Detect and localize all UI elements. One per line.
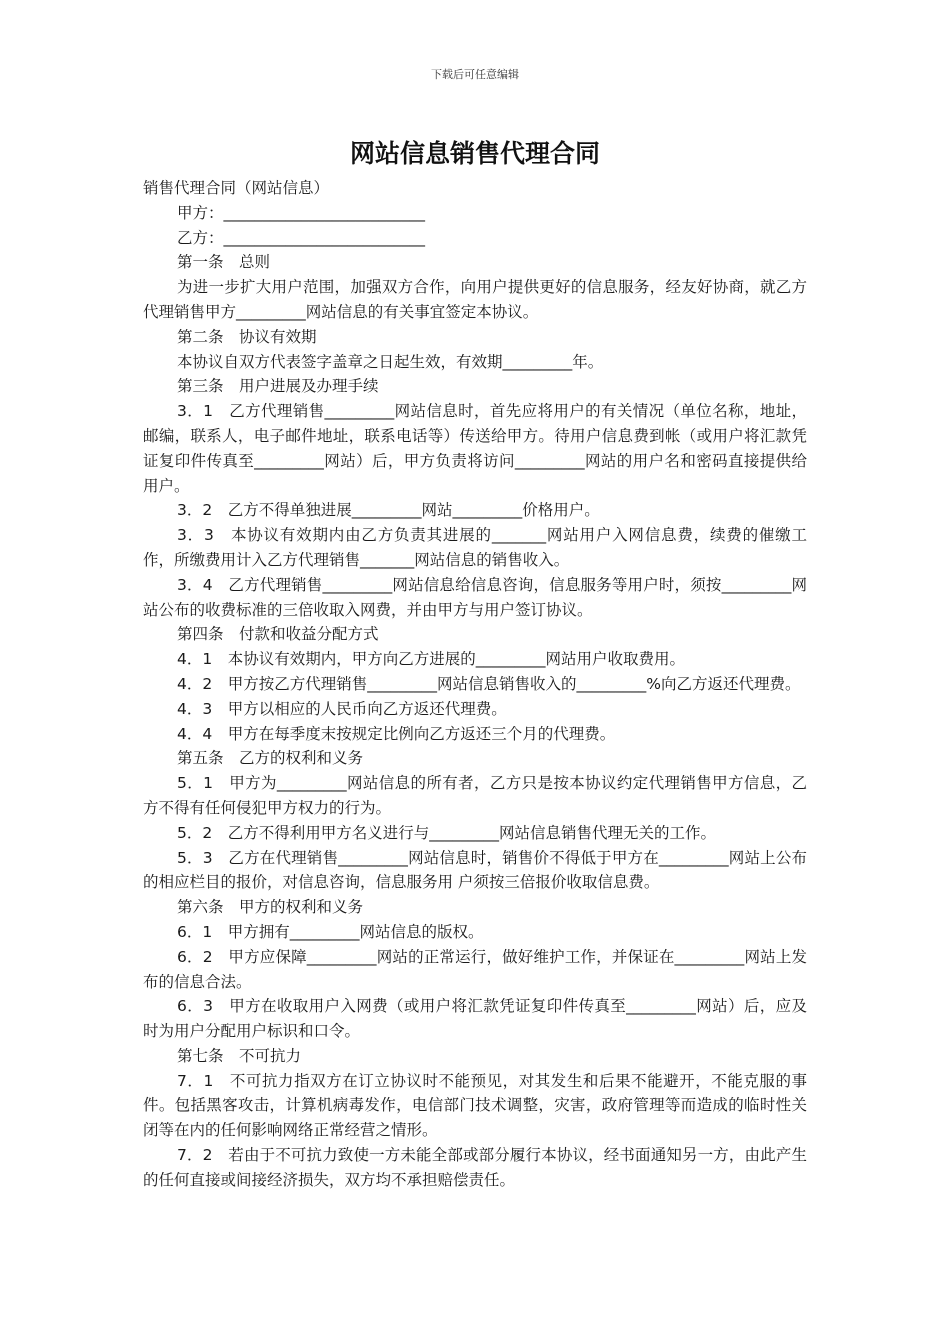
paragraph: 5．1 甲方为_________网站信息的所有者，乙方只是按本协议约定代理销售甲方信息，乙方不得有任何侵犯甲方权力的行为。	[143, 774, 807, 817]
paragraph: 4．2 甲方按乙方代理销售_________网站信息销售收入的_________%向乙方返还代理费。	[177, 674, 801, 693]
document-body	[143, 176, 807, 1193]
paragraph: 第四条 付款和收益分配方式	[177, 625, 379, 644]
paragraph: 7．1 不可抗力指双方在订立协议时不能预见，对其发生和后果不能避开，不能克服的事件。包括黑客攻击，计算机病毒发作，电信部门技术调整，灾害，政府管理等而造成的临时性关闭等在内的任何影响网络正常经营之情形。	[143, 1071, 807, 1140]
paragraph: 第七条 不可抗力	[177, 1046, 302, 1065]
paragraph: 3．4 乙方代理销售_________网站信息给信息咨询，信息服务等用户时，须按_________网站公布的收费标准的三倍收取入网费，并由甲方与用户签订协议。	[143, 575, 807, 619]
paragraph: 第五条 乙方的权利和义务	[177, 749, 364, 768]
paragraph: 3．3 本协议有效期内由乙方负责其进展的_______网站用户入网信息费，续费的催缴工作，所缴费用计入乙方代理销售_______网站信息的销售收入。	[143, 526, 807, 569]
paragraph: 3．1 乙方代理销售_________网站信息时，首先应将用户的有关情况（单位名称，地址，邮编，联系人，电子邮件地址，联系电话等）传送给甲方。待用户信息费到帐（或用户将汇款凭证复印件传真至_________网站）后，甲方负责将访问_________网站的用户名和密码直接提供给用户。	[143, 402, 807, 495]
paragraph: 第三条 用户进展及办理手续	[177, 377, 379, 396]
paragraph: 第六条 甲方的权利和义务	[177, 898, 364, 917]
paragraph: 甲方：__________________________	[177, 203, 426, 222]
paragraph: 4．1 本协议有效期内，甲方向乙方进展的_________网站用户收取费用。	[177, 650, 685, 669]
paragraph: 5．3 乙方在代理销售_________网站信息时，销售价不得低于甲方在_________网站上公布的相应栏目的报价，对信息咨询，信息服务用 户须按三倍报价收取信息费。	[143, 848, 807, 892]
paragraph: 4．4 甲方在每季度末按规定比例向乙方返还三个月的代理费。	[177, 724, 616, 743]
paragraph: 乙方：__________________________	[177, 228, 426, 247]
paragraph: 6．1 甲方拥有_________网站信息的版权。	[177, 922, 484, 941]
paragraph: 4．3 甲方以相应的人民币向乙方返还代理费。	[177, 699, 507, 718]
paragraph: 6．3 甲方在收取用户入网费（或用户将汇款凭证复印件传真至_________网站）后，应及时为用户分配用户标识和口令。	[143, 997, 807, 1041]
paragraph: 5．2 乙方不得利用甲方名义进行与_________网站信息销售代理无关的工作。	[177, 823, 716, 842]
paragraph: 销售代理合同（网站信息）	[143, 179, 330, 197]
paragraph: 本协议自双方代表签字盖章之日起生效，有效期_________年。	[177, 352, 604, 371]
paragraph: 7．2 若由于不可抗力致使一方未能全部或部分履行本协议，经书面通知另一方，由此产生的任何直接或间接经济损失，双方均不承担赔偿责任。	[143, 1146, 807, 1189]
paragraph: 6．2 甲方应保障_________网站的正常运行，做好维护工作，并保证在_________网站上发布的信息合法。	[143, 947, 807, 991]
paragraph: 第二条 协议有效期	[177, 327, 317, 346]
paragraph: 3．2 乙方不得单独进展_________网站_________价格用户。	[177, 501, 600, 520]
header-note: 下载后可任意编辑	[431, 68, 519, 81]
paragraph: 为进一步扩大用户范围，加强双方合作，向用户提供更好的信息服务，经友好协商，就乙方代理销售甲方_________网站信息的有关事宜签定本协议。	[143, 278, 807, 321]
paragraph: 第一条 总则	[177, 253, 271, 272]
document-title: 网站信息销售代理合同	[349, 139, 600, 168]
